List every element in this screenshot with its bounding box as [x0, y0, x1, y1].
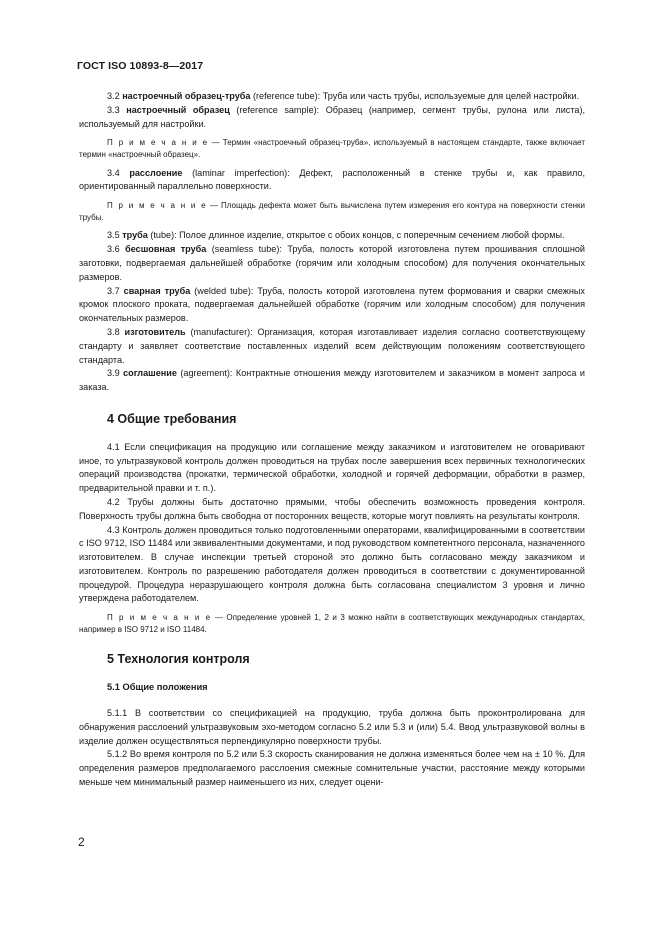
term-definition: [79, 90, 585, 104]
paragraph-5-1-1: 5.1.1 В соответствии со спецификацией на продукцию, труба должна быть проконтролирована для обнаружения расслоений ультразвуковым эхо-методом согласно 5.2 или 5.3 и (или) 5.4. Ввод ультразвуковой волны в изделие должен осуществляться перпендикулярно поверхности трубы.: [79, 708, 585, 746]
document-header: ГОСТ ISO 10893-8—2017: [77, 60, 204, 72]
term-name: изготовитель: [124, 326, 186, 337]
term-text: (reference tube): Труба или часть трубы, используемые для целей настройки.: [250, 91, 580, 101]
term-name: настроечный образец: [126, 104, 230, 115]
note-text: — Термин «настроечный образец-труба», используемый в настоящем стандарте, также включает термин «настроечный образец».: [79, 138, 585, 159]
term-definition: [79, 367, 585, 395]
term-name: сварная труба: [123, 285, 191, 296]
paragraph-4-1: 4.1 Если спецификация на продукцию или соглашение между заказчиком и изготовителем не оговаривают иное, то ультразвуковой контроль должен проводиться на трубах после завершения всех первичных технологических операций производства (прокатки, термической обработки, холодной и горячей деформации, обработки в размер, предварительной правки и т. п.).: [79, 441, 585, 494]
note-text: — Определение уровней 1, 2 и 3 можно найти в соответствующих международных стандартах, например в ISO 9712 и ISO 11484.: [79, 613, 585, 634]
paragraph-4-3: 4.3 Контроль должен проводиться только подготовленными операторами, квалифицированными в соответствии с ISO 9712, ISO 11484 или эквивалентными документами, и под руководством компетентного персонала, назначенного изготовителем. В случае инспекции третьей стороной это должно быть согласовано между заказчиком и изготовителем. Контроль по разрешению работодателя должен проводиться в соответствии с документированной процедурой. Процедура неразрушающего контроля должна быть согласована специалистом 3 уровня и лично утверждена работодателем.: [79, 524, 585, 604]
term-text: (manufacturer): Организация, которая изготавливает изделия согласно соответствующему стандарту и заявляет соответствие поставленных изделий всем действующим положениям соответствующего стандарта.: [79, 326, 586, 365]
page-number: 2: [78, 835, 85, 849]
section-5-heading: 5 Технология контроля: [107, 652, 250, 667]
term-name: соглашение: [123, 368, 177, 379]
term-definition: [79, 104, 585, 132]
term-note: [79, 137, 585, 160]
note-4: [79, 612, 585, 635]
term-definition: [79, 167, 585, 195]
term-text: (reference sample): Образец (например, сегмент трубы, рулона или листа), используемый для настройки.: [79, 104, 586, 129]
document-body: [79, 90, 585, 790]
term-name: бесшовная труба: [125, 244, 207, 255]
section-4-heading: 4 Общие требования: [107, 411, 237, 426]
term-name: расслоение: [129, 167, 183, 178]
paragraph-4-2: 4.2 Трубы должны быть достаточно прямыми, чтобы обеспечить возможность проведения контроля. Поверхность трубы должна быть свободна от посторонних веществ, которые могут повлиять на результаты контроля.: [79, 496, 585, 521]
term-text: (tube): Полое длинное изделие, открытое с обоих концов, с поперечным сечением любой формы.: [147, 230, 565, 241]
term-text: (agreement): Контрактные отношения между изготовителем и заказчиком в момент запроса и заказа.: [79, 368, 585, 393]
note-label: П р и м е ч а н и е: [107, 613, 212, 623]
term-definition: [79, 229, 585, 243]
note-label: П р и м е ч а н и е: [107, 201, 208, 211]
term-name: труба: [122, 230, 148, 241]
note-text: — Площадь дефекта может быть вычислена путем измерения его контура на поверхности стенки трубы.: [79, 201, 585, 222]
term-number: 3.5: [107, 230, 120, 241]
term-name: настроечный образец-труба: [122, 91, 251, 101]
term-definition: [79, 243, 585, 284]
term-number: 3.2: [107, 91, 120, 101]
term-number: 3.6: [107, 244, 120, 255]
paragraph-5-1-2: 5.1.2 Во время контроля по 5.2 или 5.3 скорость сканирования не должна изменяться более чем на ± 10 %. Для определения размеров предполагаемого расслоения смежные сомнительные участки, расстояние между которыми меньше чем минимальный размер наименьшего из них, следует оцени-: [79, 749, 585, 788]
term-definition: [79, 326, 585, 367]
term-note: [79, 200, 585, 223]
term-text: (welded tube): Труба, полость которой изготовлена путем формования и сварки смежных кромок плоского проката, подвергаемая дальнейшей обработке (горячим или холодным способом) для получения окончательных размеров.: [79, 285, 585, 324]
terms-list: [79, 90, 585, 395]
term-number: 3.9: [107, 368, 120, 379]
term-text: (seamless tube): Труба, полость которой изготовлена путем прошивания сплошной заготовки, подвергаемая дальнейшей обработке (горячим или холодным способом) для получения окончательных размеров.: [79, 244, 585, 282]
term-number: 3.4: [107, 167, 120, 178]
note-label: П р и м е ч а н и е: [107, 138, 209, 148]
term-number: 3.3: [107, 104, 120, 115]
term-number: 3.7: [107, 285, 120, 296]
term-number: 3.8: [107, 326, 120, 337]
subsection-5-1-heading: 5.1 Общие положения: [107, 682, 208, 693]
term-text: (laminar imperfection): Дефект, расположенный в стенке трубы и, как правило, ориентированный параллельно поверхности.: [79, 167, 585, 192]
term-definition: [79, 285, 585, 326]
